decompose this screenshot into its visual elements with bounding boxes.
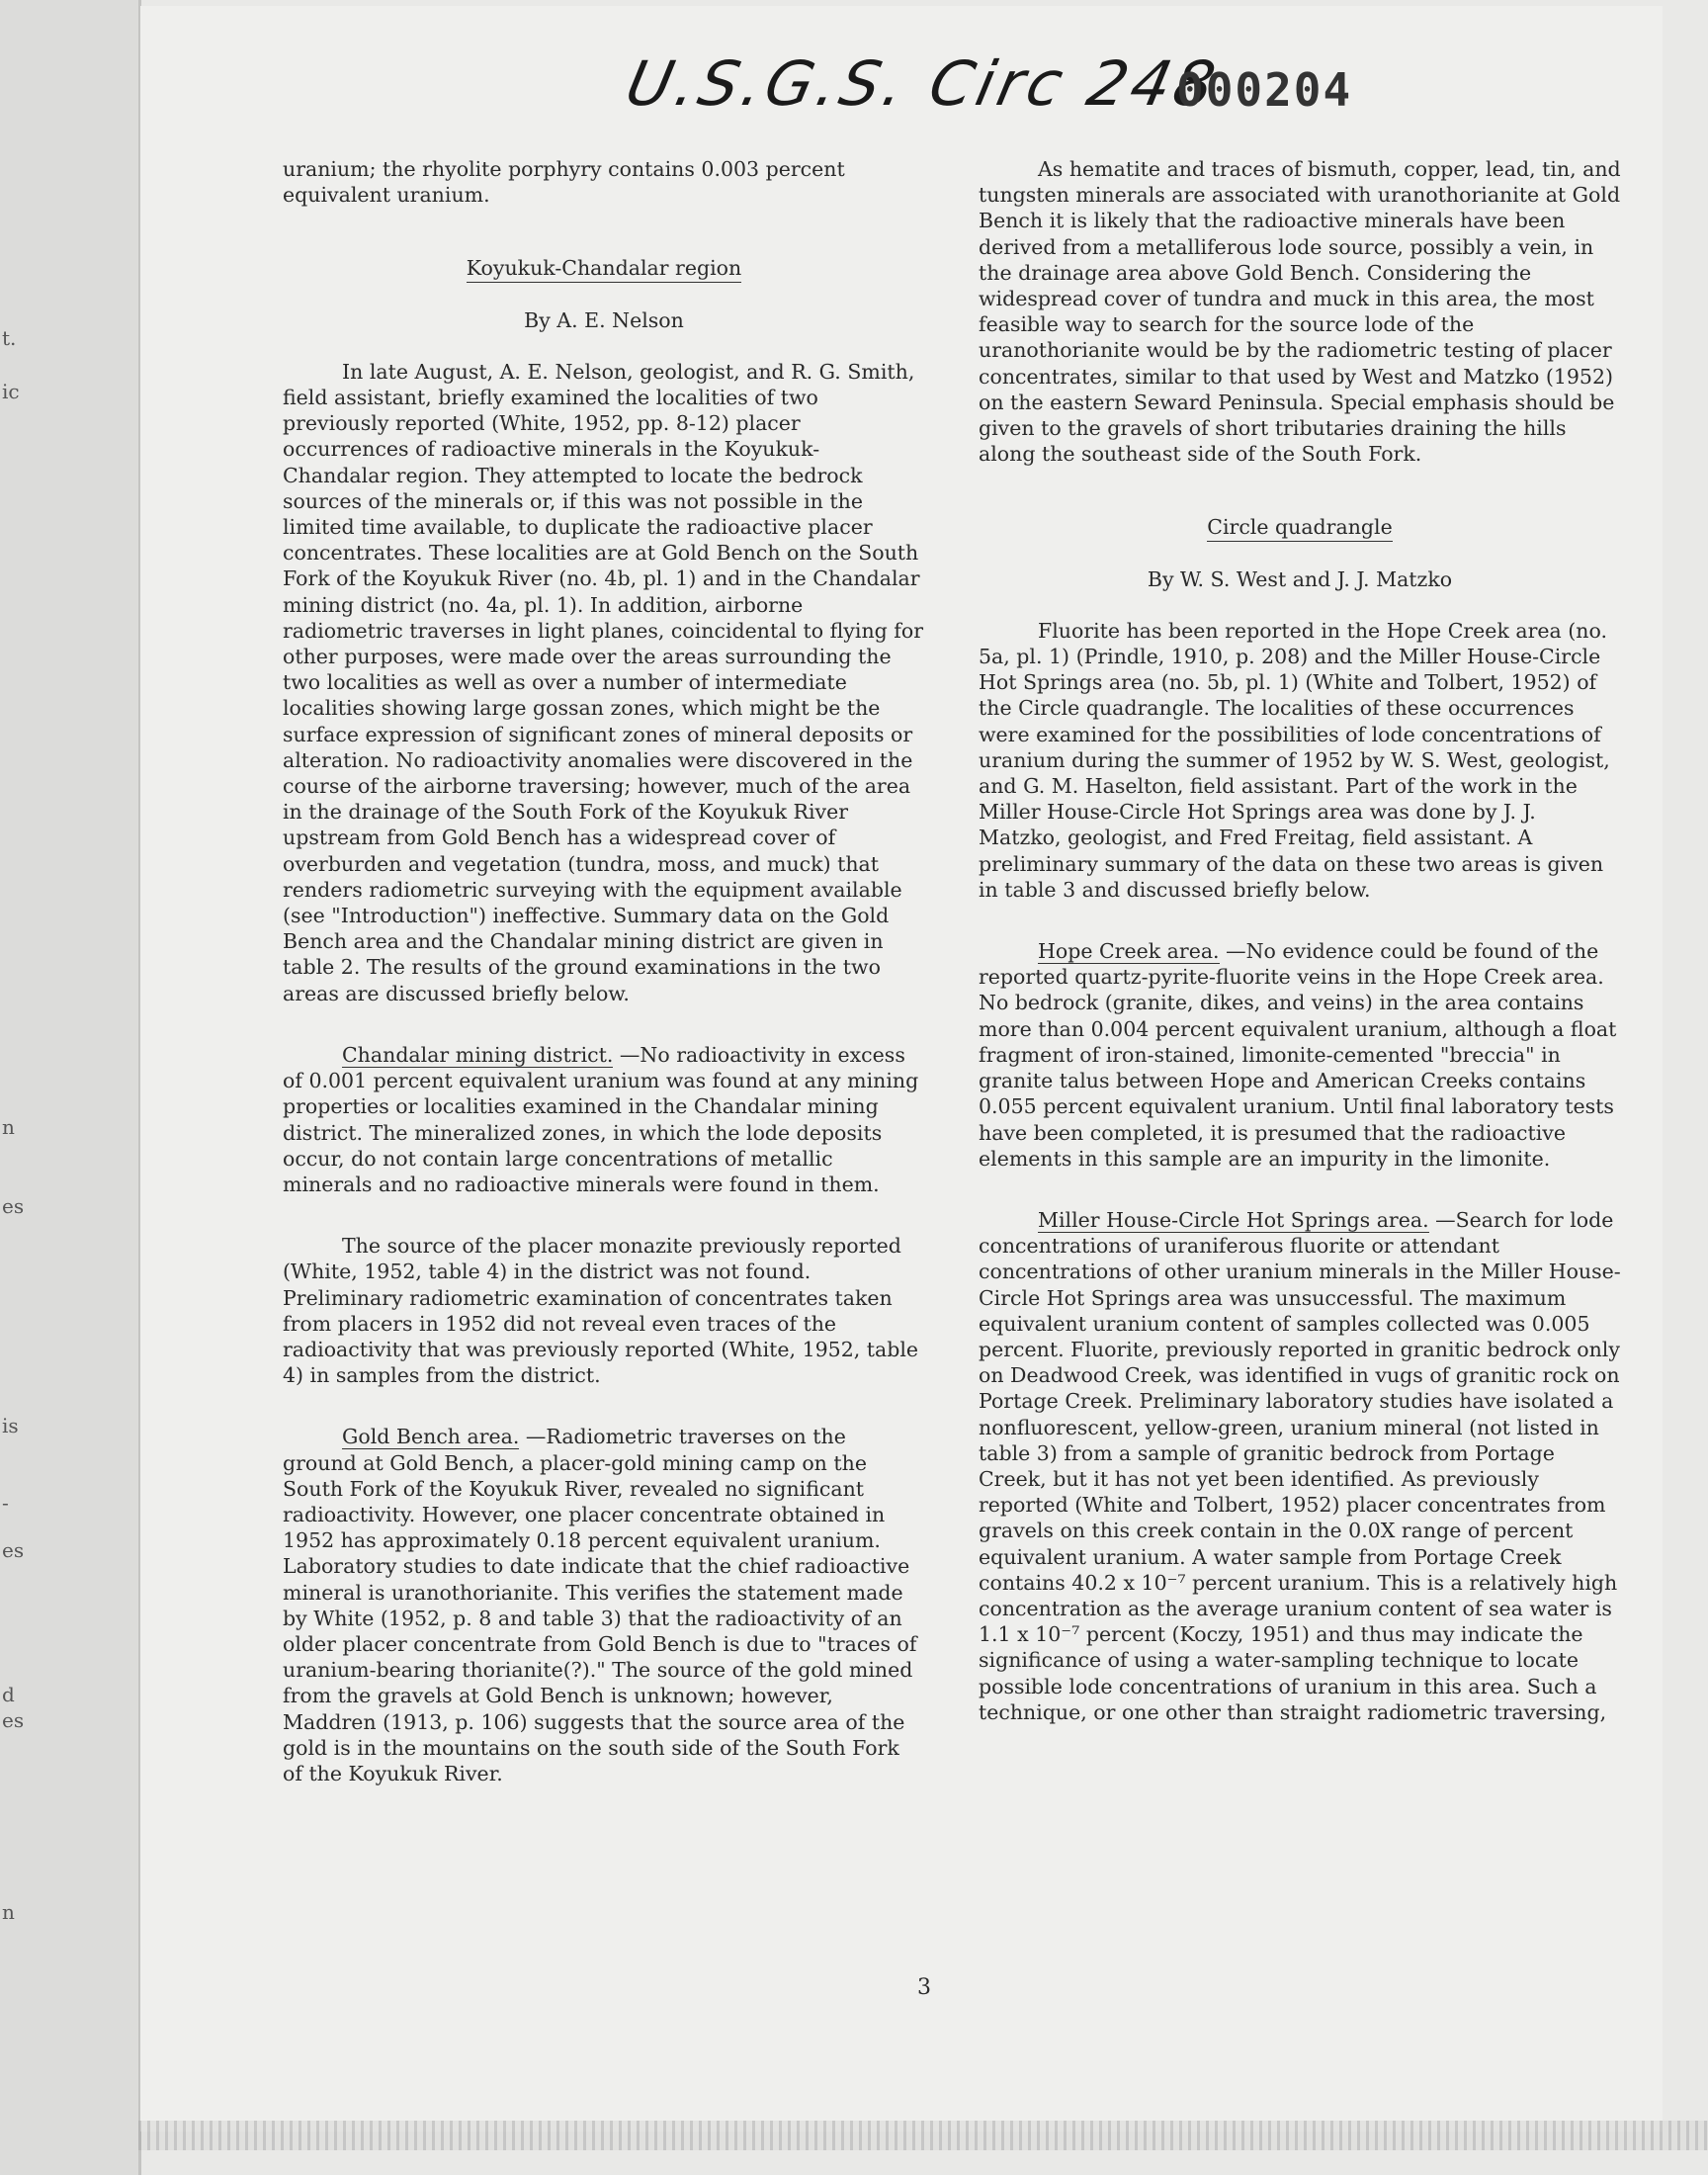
paragraph-text: —Radiometric traverses on the ground at Gold Bench, a placer-gold mining camp on the South Fork of the Koyukuk River, revealed no significant radioactivity. However, one placer concentrate obtained in 1952 has approximately 0.18 percent equivalent uranium. Laboratory studies to date indicate that the chief radioactive mineral is uranothorianite. This verifies the statement made by White (1952, p. 8 and table 3) that the radioactivity of an older placer concentrate from Gold Bench is due to "traces of uranium-bearing thorianite(?)." The source of the gold mined from the gravels at Gold Bench is unknown; however, Maddren (1913, p. 106) suggests that the source area of the gold is in the mountains on the south side of the South Fork of the Koyukuk River. bbox=[283, 1425, 917, 1785]
margin-fragment: es bbox=[2, 1708, 25, 1732]
margin-fragment: - bbox=[2, 1491, 9, 1515]
margin-fragment: is bbox=[2, 1414, 19, 1437]
paragraph bbox=[979, 938, 1621, 1172]
margin-fragment: t. bbox=[2, 326, 17, 350]
section-byline: By W. S. West and J. J. Matzko bbox=[1147, 566, 1453, 591]
handwritten-reference: U.S.G.S. Circ 248 bbox=[620, 47, 1226, 120]
margin-fragment: es bbox=[2, 1194, 25, 1218]
left-gutter bbox=[0, 0, 141, 2175]
subsection-heading: Miller House-Circle Hot Springs area. bbox=[1038, 1207, 1429, 1232]
subsection-heading: Hope Creek area. bbox=[1038, 939, 1220, 964]
margin-fragment: ic bbox=[2, 380, 20, 403]
page-number: 3 bbox=[917, 1975, 931, 2000]
paragraph: Fluorite has been reported in the Hope Creek area (no. 5a, pl. 1) (Prindle, 1910, p. 208) and the Miller House-Circle Hot Springs area (no. 5b, pl. 1) (White and Tolbert, 1952) of the Circle quadrangle. The localities of these occurrences were examined for the possibilities of lode concentrations of uranium during the summer of 1952 by W. S. West, geologist, and G. M. Haselton, field assistant. Part of the work in the Miller House-Circle Hot Springs area was done by J. J. Matzko, geologist, and Fred Freitag, field assistant. A preliminary summary of the data on these two areas is given in table 3 and discussed briefly below. bbox=[979, 618, 1610, 902]
paragraph bbox=[283, 1042, 925, 1197]
subsection-heading: Gold Bench area. bbox=[342, 1425, 520, 1449]
paragraph: In late August, A. E. Nelson, geologist, and R. G. Smith, field assistant, briefly examined the localities of two previously reported (White, 1952, pp. 8-12) placer occurrences of radioactive minerals in the Koyukuk-Chandalar region. They attempted to locate the bedrock sources of the minerals or, if this was not possible in the limited time available, to duplicate the radioactive placer concentrates. These localities are at Gold Bench on the South Fork of the Koyukuk River (no. 4b, pl. 1) and in the Chandalar mining district (no. 4a, pl. 1). In addition, airborne radiometric traverses in light planes, coincidental to flying for other purposes, were made over the areas surrounding the two localities as well as over a number of intermediate localities showing large gossan zones, which might be the surface expression of significant zones of mineral deposits or alteration. No radioactivity anomalies were discovered in the course of the airborne traversing; however, much of the area in the drainage of the South Fork of the Koyukuk River upstream from Gold Bench has a widespread cover of overburden and vegetation (tundra, moss, and muck) that renders radiometric surveying with the equipment available (see "Introduction") ineffective. Summary data on the Gold Bench area and the Chandalar mining district are given in table 2. The results of the ground examinations in the two areas are discussed briefly below. bbox=[283, 359, 924, 1005]
paragraph: As hematite and traces of bismuth, copper, lead, tin, and tungsten minerals are associated with uranothorianite at Gold Bench it is likely that the radioactive minerals have been derived from a metalliferous lode source, possibly a vein, in the drainage area above Gold Bench. Considering the widespread cover of tundra and muck in this area, the most feasible way to search for the source lode of the uranothorianite would be by the radiometric testing of placer concentrates, similar to that used by West and Matzko (1952) on the eastern Seward Peninsula. Special emphasis should be given to the gravels of short tributaries draining the hills along the southeast side of the South Fork. bbox=[979, 157, 1621, 467]
section-byline: By A. E. Nelson bbox=[524, 307, 684, 332]
paragraph bbox=[979, 1207, 1621, 1725]
paragraph bbox=[283, 1424, 925, 1786]
margin-fragment: d bbox=[2, 1683, 15, 1706]
paragraph-text: —Search for lode concentrations of uraniferous fluorite or attendant concentrations of other uranium minerals in the Miller House-Circle Hot Springs area was unsuccessful. The maximum equivalent uranium content of samples collected was 0.005 percent. Fluorite, previously reported in granitic bedrock only on Deadwood Creek, was identified in vugs of granitic rock on Portage Creek. Preliminary laboratory studies have isolated a nonfluorescent, yellow-green, uranium mineral (not listed in table 3) from a sample of granitic bedrock from Portage Creek, but it has not yet been identified. As previously reported (White and Tolbert, 1952) placer concentrates from gravels on this creek contain in the 0.0X range of percent equivalent uranium. A water sample from Portage Creek contains 40.2 x 10⁻⁷ percent uranium. This is a relatively high concentration as the average uranium content of sea water is 1.1 x 10⁻⁷ percent (Koczy, 1951) and thus may indicate the significance of using a water-sampling technique to locate possible lode concentrations of uranium in this area. Such a technique, or one other than straight radiometric traversing, bbox=[979, 1207, 1621, 1724]
stamp-number: 000204 bbox=[1176, 63, 1353, 117]
left-column bbox=[283, 156, 925, 1786]
paragraph-text: —No evidence could be found of the reported quartz-pyrite-fluorite veins in the Hope Creek area. No bedrock (granite, dikes, and veins) in the area contains more than 0.004 percent equivalent uranium, although a float fragment of iron-stained, limonite-cemented "breccia" in granite talus between Hope and American Creeks contains 0.055 percent equivalent uranium. Until final laboratory tests have been completed, it is presumed that the radioactive elements in this sample are an impurity in the limonite. bbox=[979, 939, 1617, 1171]
right-column bbox=[979, 156, 1621, 1725]
scan-bottom-edge bbox=[138, 2121, 1708, 2150]
paragraph: The source of the placer monazite previously reported (White, 1952, table 4) in the district was not found. Preliminary radiometric examination of concentrates taken from placers in 1952 did not reveal even traces of the radioactivity that was previously reported (White, 1952, table 4) in samples from the district. bbox=[283, 1234, 919, 1388]
margin-fragment: n bbox=[2, 1115, 15, 1139]
section-title-text: Circle quadrangle bbox=[1207, 515, 1392, 542]
section-title-text: Koyukuk-Chandalar region bbox=[467, 256, 741, 283]
intro-paragraph: uranium; the rhyolite porphyry contains 0.003 percent equivalent uranium. bbox=[283, 157, 845, 208]
margin-fragment: n bbox=[2, 1900, 15, 1924]
section-title bbox=[979, 514, 1621, 540]
subsection-heading: Chandalar mining district. bbox=[342, 1042, 614, 1067]
margin-fragment: es bbox=[2, 1538, 25, 1562]
section-title bbox=[283, 255, 925, 281]
paragraph-text: —No radioactivity in excess of 0.001 percent equivalent uranium was found at any mining properties or localities examined in the Chandalar mining district. The mineralized zones, in which the lode deposits occur, do not contain large concentrations of metallic minerals and no radioactive minerals were found in them. bbox=[283, 1042, 919, 1196]
